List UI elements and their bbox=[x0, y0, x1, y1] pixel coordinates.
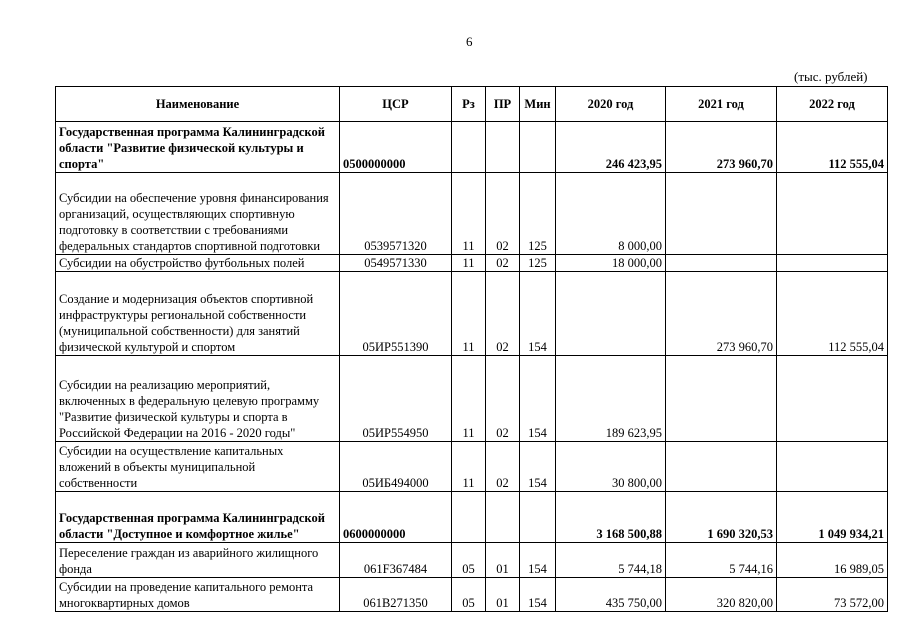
row-2022 bbox=[777, 173, 888, 255]
row-2021 bbox=[666, 255, 777, 272]
row-2020: 435 750,00 bbox=[556, 578, 666, 612]
row-csr: 05ИР551390 bbox=[340, 272, 452, 356]
row-2020: 30 800,00 bbox=[556, 442, 666, 492]
row-csr: 0600000000 bbox=[340, 492, 452, 543]
row-rz bbox=[452, 492, 486, 543]
row-name: Переселение граждан из аварийного жилищного фонда bbox=[56, 543, 340, 578]
row-name: Субсидии на проведение капитального ремонта многоквартирных домов bbox=[56, 578, 340, 612]
header-2022: 2022 год bbox=[777, 87, 888, 122]
row-2020: 5 744,18 bbox=[556, 543, 666, 578]
row-2020: 246 423,95 bbox=[556, 122, 666, 173]
row-pr: 02 bbox=[486, 255, 520, 272]
row-rz bbox=[452, 122, 486, 173]
table-header-row bbox=[56, 87, 888, 122]
row-name: Государственная программа Калининградской области "Развитие физической культуры и спорта" bbox=[56, 122, 340, 173]
header-name: Наименование bbox=[56, 87, 340, 122]
row-2020: 18 000,00 bbox=[556, 255, 666, 272]
row-name: Создание и модернизация объектов спортивной инфраструктуры региональной собственности (муниципальной собственности) для занятий физической культурой и спортом bbox=[56, 272, 340, 356]
row-2021 bbox=[666, 356, 777, 442]
row-2022: 1 049 934,21 bbox=[777, 492, 888, 543]
row-csr: 0549571330 bbox=[340, 255, 452, 272]
row-pr: 02 bbox=[486, 272, 520, 356]
row-name: Субсидии на осуществление капитальных вложений в объекты муниципальной собственности bbox=[56, 442, 340, 492]
row-rz: 11 bbox=[452, 173, 486, 255]
header-csr: ЦСР bbox=[340, 87, 452, 122]
row-pr bbox=[486, 122, 520, 173]
table-row bbox=[56, 272, 888, 356]
table-row bbox=[56, 122, 888, 173]
row-min: 125 bbox=[520, 255, 556, 272]
row-min: 154 bbox=[520, 442, 556, 492]
header-2021: 2021 год bbox=[666, 87, 777, 122]
row-2022 bbox=[777, 442, 888, 492]
row-rz: 11 bbox=[452, 356, 486, 442]
row-2021 bbox=[666, 173, 777, 255]
table-row bbox=[56, 173, 888, 255]
row-min: 154 bbox=[520, 272, 556, 356]
row-name: Государственная программа Калининградской области "Доступное и комфортное жилье" bbox=[56, 492, 340, 543]
row-2021: 273 960,70 bbox=[666, 272, 777, 356]
budget-table bbox=[55, 86, 888, 612]
row-2020: 189 623,95 bbox=[556, 356, 666, 442]
row-2021 bbox=[666, 442, 777, 492]
row-2022: 73 572,00 bbox=[777, 578, 888, 612]
table-row bbox=[56, 356, 888, 442]
row-2022 bbox=[777, 356, 888, 442]
table-row bbox=[56, 255, 888, 272]
row-min bbox=[520, 492, 556, 543]
row-csr: 05ИР554950 bbox=[340, 356, 452, 442]
row-name: Субсидии на обустройство футбольных полей bbox=[56, 255, 340, 272]
table-row bbox=[56, 492, 888, 543]
row-2021: 1 690 320,53 bbox=[666, 492, 777, 543]
row-pr: 02 bbox=[486, 173, 520, 255]
row-2022: 112 555,04 bbox=[777, 122, 888, 173]
row-csr: 0539571320 bbox=[340, 173, 452, 255]
row-csr: 061F367484 bbox=[340, 543, 452, 578]
row-2020: 8 000,00 bbox=[556, 173, 666, 255]
row-rz: 11 bbox=[452, 442, 486, 492]
row-min: 154 bbox=[520, 578, 556, 612]
row-2022 bbox=[777, 255, 888, 272]
table-row bbox=[56, 442, 888, 492]
table-row bbox=[56, 578, 888, 612]
header-rz: Рз bbox=[452, 87, 486, 122]
page-number: 6 bbox=[466, 34, 473, 49]
row-2021: 5 744,16 bbox=[666, 543, 777, 578]
header-min: Мин bbox=[520, 87, 556, 122]
row-2020 bbox=[556, 272, 666, 356]
row-rz: 05 bbox=[452, 578, 486, 612]
header-2020: 2020 год bbox=[556, 87, 666, 122]
row-min: 125 bbox=[520, 173, 556, 255]
row-2020: 3 168 500,88 bbox=[556, 492, 666, 543]
row-csr: 061B271350 bbox=[340, 578, 452, 612]
row-min: 154 bbox=[520, 356, 556, 442]
row-rz: 11 bbox=[452, 255, 486, 272]
row-rz: 11 bbox=[452, 272, 486, 356]
row-min: 154 bbox=[520, 543, 556, 578]
units-label: (тыс. рублей) bbox=[794, 69, 868, 84]
row-min bbox=[520, 122, 556, 173]
row-rz: 05 bbox=[452, 543, 486, 578]
row-pr: 02 bbox=[486, 356, 520, 442]
row-2021: 273 960,70 bbox=[666, 122, 777, 173]
row-pr: 01 bbox=[486, 543, 520, 578]
row-2022: 16 989,05 bbox=[777, 543, 888, 578]
header-pr: ПР bbox=[486, 87, 520, 122]
row-name: Субсидии на обеспечение уровня финансирования организаций, осуществляющих спортивную подготовку в соответствии с требованиями федеральных стандартов спортивной подготовки bbox=[56, 173, 340, 255]
row-pr: 02 bbox=[486, 442, 520, 492]
row-name: Субсидии на реализацию мероприятий, включенных в федеральную целевую программу "Развитие физической культуры и спорта в Российской Федерации на 2016 - 2020 годы" bbox=[56, 356, 340, 442]
table-row bbox=[56, 543, 888, 578]
row-pr: 01 bbox=[486, 578, 520, 612]
row-csr: 0500000000 bbox=[340, 122, 452, 173]
row-csr: 05ИБ494000 bbox=[340, 442, 452, 492]
row-2021: 320 820,00 bbox=[666, 578, 777, 612]
row-pr bbox=[486, 492, 520, 543]
row-2022: 112 555,04 bbox=[777, 272, 888, 356]
